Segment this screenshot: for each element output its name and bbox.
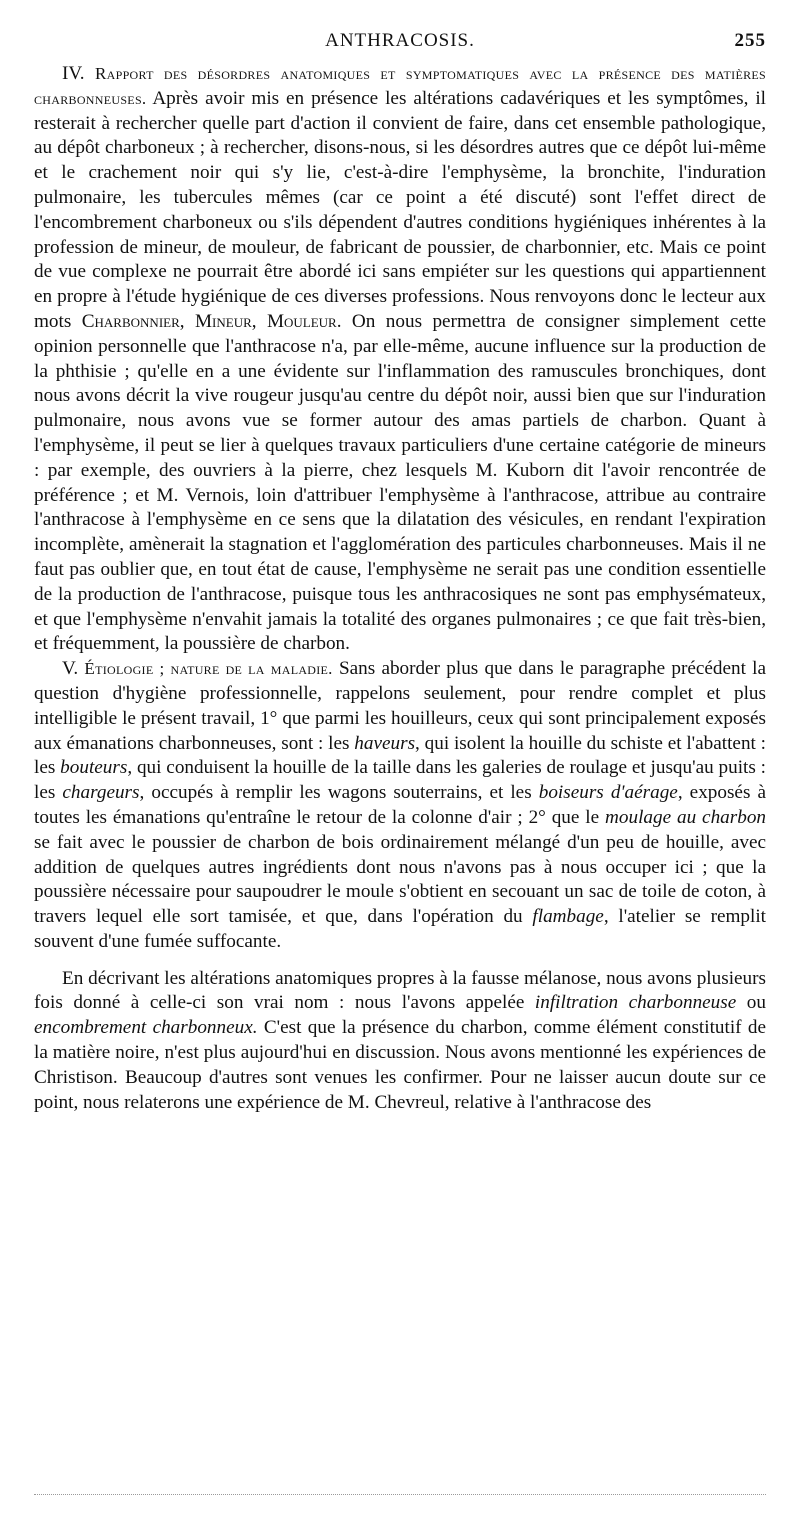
italic-term: chargeurs xyxy=(62,782,140,804)
section-v-text: Sans aborder plus que dans le paragraphe précédent la question d'hygiène professionnelle, rappelons seulement, pour rendre complet et plus intelligible le présent travail, 1° que parmi les houilleurs, ceux qui sont principalement exposés aux émanations charbonneuses, sont : les xyxy=(34,658,766,754)
cross-reference-mouleur: Mouleur xyxy=(266,310,337,332)
closing-text: C'est que la présence du charbon, comme élément constitutif de la matière noire, n'est plus aujourd'hui en discussion. Nous avons mentionné les expériences de Christison. Beaucoup d'autres sont venues les confirmer. Pour ne laisser aucun doute sur ce point, nous relaterons une expérience de M. Chevreul, relative à l'anthracose des xyxy=(34,1017,766,1113)
section-iv-text: Après avoir mis en présence les altérations cadavériques et les symptômes, il resterait à rechercher quelle part d'action il convient de faire, dans cet ensemble pathologique, au dépôt charboneux ; à rechercher, disons-nous, si les désordres autres que ce dépôt lui-même et le crachement noir qui s'y lie, c'est-à-dire l'emphysème, la bronchite, l'induration pulmonaire, les tubercules mêmes (car ce point a été discuté) sont l'effet direct de l'encombrement charboneux ou s'ils dépendent d'autres conditions hygiéniques inhérentes à la profession de mineur, de mouleur, de fabricant de poussier, de charbonnier, etc. Mais ce point de vue complexe ne pourrait être abordé ici sans empiéter sur les questions qui appartiennent en propre à l'étude hygiénique de ces diverses professions. Nous renvoyons donc le lecteur aux mots xyxy=(34,87,766,332)
separator: , xyxy=(179,310,195,332)
section-v-text: se fait avec le poussier de charbon de bois ordinairement mélangé d'un peu de houille, avec addition de quelques autres ingrédients dont nous n'avons pas à nous occuper ici ; que la poussière nécessaire pour saupoudrer le moule s'obtient en secouant un sac de toile de coton, à travers lequel elle sort tamisée, et que, dans l'opération du xyxy=(34,831,766,928)
section-v-text: , qui isolent la houille du schiste et l'abattent : les xyxy=(34,732,766,779)
running-title: ANTHRACOSIS. xyxy=(325,30,475,51)
cross-reference-charbonnier: Charbonnier xyxy=(81,310,180,332)
footer-rule xyxy=(34,1494,766,1495)
section-v-text: , l'atelier se remplit souvent d'une fumée suffocante. xyxy=(34,906,766,952)
section-v-text: , qui conduisent la houille de la taille dans les galeries de roulage et jusqu'au puits : les xyxy=(34,757,766,804)
italic-term: flambage xyxy=(532,906,604,928)
document-page xyxy=(34,30,766,1115)
italic-term: bouteurs xyxy=(60,757,128,779)
section-iv-number: IV. xyxy=(62,63,95,84)
closing-text: ou xyxy=(736,992,766,1014)
section-v-heading: Étiologie ; nature de la maladie. xyxy=(84,659,333,679)
italic-term: moulage au charbon xyxy=(605,806,767,828)
running-head xyxy=(34,30,766,56)
cross-reference-mineur: Mineur xyxy=(194,310,252,332)
section-v-text: , occupés à remplir les wagons souterrains, et les xyxy=(139,782,539,804)
section-v-text: , exposés à toutes les émanations qu'entraîne le retour de la colonne d'air ; 2° que le xyxy=(34,782,766,828)
italic-term: haveurs xyxy=(354,732,416,754)
section-iv-paragraph xyxy=(34,62,766,657)
section-v-paragraph xyxy=(34,657,766,955)
page-number: 255 xyxy=(734,30,766,51)
italic-term: encombrement charbonneux. xyxy=(34,1017,258,1039)
italic-term: infiltration charbonneuse xyxy=(534,992,737,1014)
section-iv-text: . On nous permettra de consigner simplement cette opinion personnelle que l'anthracose n'a, par elle-même, aucune influence sur la production de la phthisie ; qu'elle en a une évidente sur l'inflammation des ramuscules bronchiques, dont nous avons décrit la vive rougeur jusqu'au centre du dépôt noir, aussi bien que sur l'induration pulmonaire, nous avons vue se former autour des amas partiels de charbon. Quant à l'emphysème, il peut se lier à quelques travaux particuliers d'une certaine catégorie de mineurs : par exemple, des ouvriers à la pierre, chez lesquels M. Kuborn dit l'avoir rencontrée de préférence ; et M. Vernois, loin d'attribuer l'emphysème à l'anthracose, attribue au contraire l'anthracose à l'emphysème en ce sens que la dilatation des vésicules, en rendant l'expiration incomplète, amènerait la stagnation et l'agglomération des particules charbonneuses. Mais il ne faut pas oublier que, en tout état de cause, l'emphysème ne serait pas une condition essentielle de la production de l'anthracose, puisque tous les anthracosiques ne sont pas emphysémateux, et que l'emphysème n'envahit jamais la totalité des organes pulmonaires ; ce que fait très-bien, et fréquemment, la poussière de charbon. xyxy=(34,310,767,655)
section-iv-heading: Rapport des désordres anatomiques et symptomatiques avec la présence des matières charbonneuses. xyxy=(34,64,766,108)
separator: , xyxy=(251,310,267,332)
body-text xyxy=(34,62,766,1115)
italic-term: boiseurs d'aérage xyxy=(538,782,678,804)
closing-paragraph xyxy=(34,967,766,1116)
section-v-number: V. xyxy=(62,658,85,680)
closing-text: En décrivant les altérations anatomiques propres à la fausse mélanose, nous avons plusieurs fois donné à celle-ci son vrai nom : nous l'avons appelée xyxy=(34,967,766,1014)
